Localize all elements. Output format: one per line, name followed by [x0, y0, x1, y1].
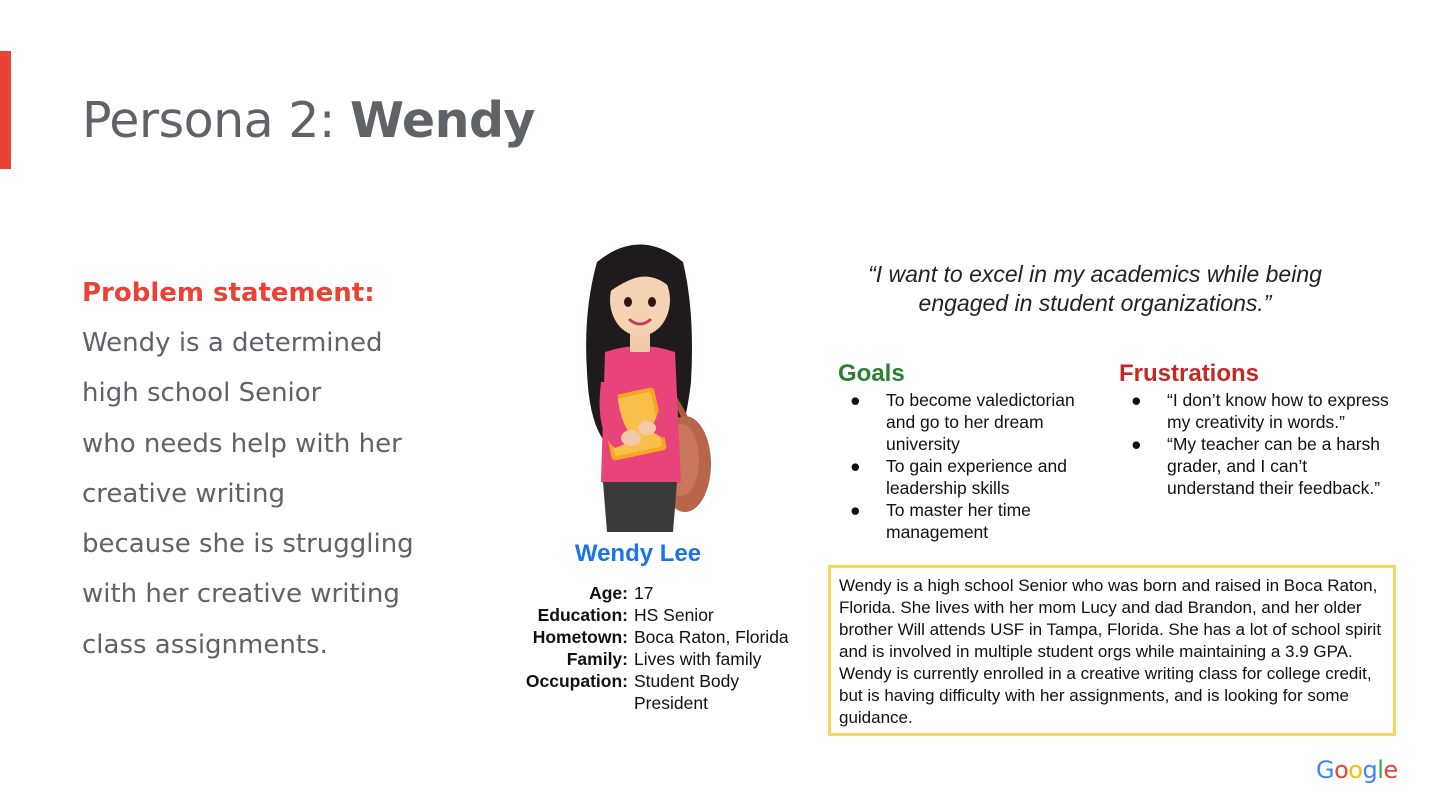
- logo-letter: o: [1334, 756, 1349, 784]
- list-item: [838, 389, 1098, 455]
- quote-line: engaged in student organizations.”: [918, 290, 1272, 316]
- goals-list: [838, 389, 1098, 543]
- fact-row-hometown: [490, 626, 810, 648]
- fact-row-family: [490, 648, 810, 670]
- problem-line: who needs help with her: [82, 428, 402, 459]
- fact-value: 17: [634, 583, 654, 603]
- persona-avatar-icon: [545, 232, 735, 532]
- problem-statement: [82, 268, 442, 670]
- bullet-icon: ●: [850, 390, 861, 410]
- title-accent-bar: [0, 51, 11, 169]
- problem-line: because she is struggling: [82, 529, 414, 560]
- list-item: [1119, 433, 1389, 499]
- persona-quote: [830, 260, 1360, 318]
- fact-value: Boca Raton, Florida: [634, 627, 789, 647]
- frustrations-heading: Frustrations: [1119, 360, 1260, 387]
- title-prefix: Persona 2:: [82, 92, 351, 149]
- slide-title: [82, 92, 535, 149]
- bullet-icon: ●: [1131, 390, 1142, 410]
- logo-letter: e: [1383, 756, 1398, 784]
- fact-label: Family:: [566, 649, 628, 669]
- goal-text: To become valedictorian and go to her dream university: [886, 390, 1075, 454]
- title-name: Wendy: [350, 92, 535, 149]
- fact-value: Student Body President: [634, 671, 740, 713]
- fact-label: Age:: [589, 583, 628, 603]
- bullet-icon: ●: [1131, 434, 1142, 454]
- problem-line: class assignments.: [82, 629, 328, 660]
- frustration-text: “My teacher can be a harsh grader, and I can’t understand their feedback.”: [1167, 434, 1381, 498]
- goal-text: To gain experience and leadership skills: [886, 456, 1067, 498]
- persona-facts: [490, 582, 810, 714]
- list-item: [1119, 389, 1389, 433]
- problem-line: creative writing: [82, 478, 285, 509]
- logo-letter: o: [1348, 756, 1363, 784]
- goal-text: To master her time management: [886, 500, 1031, 542]
- fact-value: Lives with family: [634, 649, 762, 669]
- logo-letter: g: [1362, 756, 1378, 784]
- google-logo: [1316, 756, 1398, 784]
- frustrations-list: [1119, 389, 1389, 499]
- problem-line: with her creative writing: [82, 579, 400, 610]
- bullet-icon: ●: [850, 456, 861, 476]
- bullet-icon: ●: [850, 500, 861, 520]
- fact-label: Hometown:: [532, 627, 628, 647]
- problem-line: Wendy is a determined: [82, 328, 383, 358]
- frustration-text: “I don’t know how to express my creativity in words.”: [1167, 390, 1389, 432]
- problem-line: high school Senior: [82, 378, 322, 409]
- list-item: [838, 499, 1098, 543]
- fact-row-occupation: [490, 670, 810, 714]
- fact-label: Occupation:: [525, 671, 628, 691]
- persona-name: Wendy Lee: [574, 540, 702, 567]
- logo-letter: G: [1316, 756, 1335, 784]
- goals-heading: Goals: [838, 360, 905, 387]
- list-item: [838, 455, 1098, 499]
- fact-row-age: [490, 582, 810, 604]
- logo-letter: l: [1377, 756, 1384, 784]
- quote-line: “I want to excel in my academics while being: [868, 261, 1322, 287]
- fact-label: Education:: [537, 605, 628, 625]
- problem-statement-label: Problem statement:: [82, 278, 375, 308]
- persona-bio: Wendy is a high school Senior who was born and raised in Boca Raton, Florida. She lives with her mom Lucy and dad Brandon, and her older brother Will attends USF in Tampa, Florida. She has a lot of school spirit and is involved in multiple student orgs while maintaining a 3.9 GPA. Wendy is currently enrolled in a creative writing class for college credit, but is having difficulty with her assignments, and is looking for some guidance.: [828, 565, 1396, 736]
- fact-row-education: [490, 604, 810, 626]
- fact-value: HS Senior: [634, 605, 714, 625]
